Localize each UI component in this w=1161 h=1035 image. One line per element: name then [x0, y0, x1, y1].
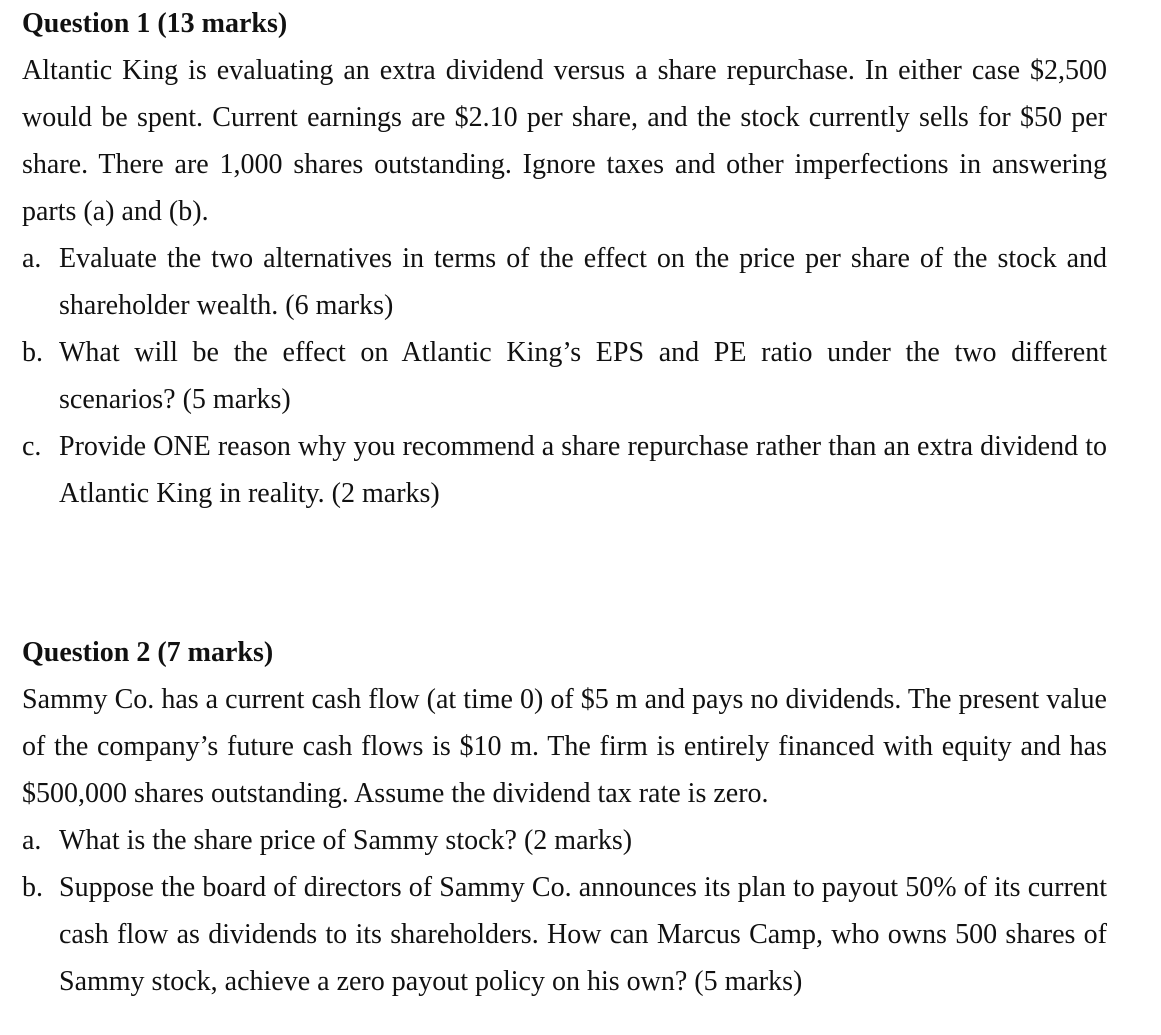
question-2-part-a	[22, 817, 1107, 864]
part-text: Suppose the board of directors of Sammy Co. announces its plan to payout 50% of its current cash flow as dividends to its shareholders. How can Marcus Camp, who owns 500 shares of Sammy stock, achieve a zero payout policy on his own? (5 marks)	[59, 872, 1107, 997]
question-2	[22, 629, 1107, 1005]
question-1-body: Altantic King is evaluating an extra dividend versus a share repurchase. In either case $2,500 would be spent. Current earnings are $2.10 per share, and the stock currently sells for $50 per share. There are 1,000 shares outstanding. Ignore taxes and other imperfections in answering parts (a) and (b).	[22, 55, 1107, 227]
part-marker: a.	[22, 243, 42, 274]
question-2-body: Sammy Co. has a current cash flow (at time 0) of $5 m and pays no dividends. The present value of the company’s future cash flows is $10 m. The firm is entirely financed with equity and has $500,000 shares outstanding. Assume the dividend tax rate is zero.	[22, 684, 1107, 809]
question-2-part-b	[22, 864, 1107, 1005]
part-marker: c.	[22, 431, 42, 462]
question-1	[22, 0, 1107, 517]
part-text: Provide ONE reason why you recommend a share repurchase rather than an extra dividend to Atlantic King in reality. (2 marks)	[59, 431, 1107, 509]
question-1-part-b	[22, 329, 1107, 423]
question-1-part-a	[22, 235, 1107, 329]
question-2-heading: Question 2 (7 marks)	[22, 637, 274, 668]
part-marker: b.	[22, 337, 43, 368]
part-marker: a.	[22, 825, 42, 856]
question-1-parts	[22, 235, 1107, 517]
document-page	[22, 0, 1107, 1005]
part-text: Evaluate the two alternatives in terms of the effect on the price per share of the stock and shareholder wealth. (6 marks)	[59, 243, 1107, 321]
part-text: What is the share price of Sammy stock? (2 marks)	[59, 825, 633, 856]
question-2-parts	[22, 817, 1107, 1005]
part-text: What will be the effect on Atlantic King’s EPS and PE ratio under the two different scenarios? (5 marks)	[59, 337, 1107, 415]
question-1-part-c	[22, 423, 1107, 517]
section-spacer	[22, 517, 1107, 629]
question-1-heading: Question 1 (13 marks)	[22, 8, 288, 39]
part-marker: b.	[22, 872, 43, 903]
